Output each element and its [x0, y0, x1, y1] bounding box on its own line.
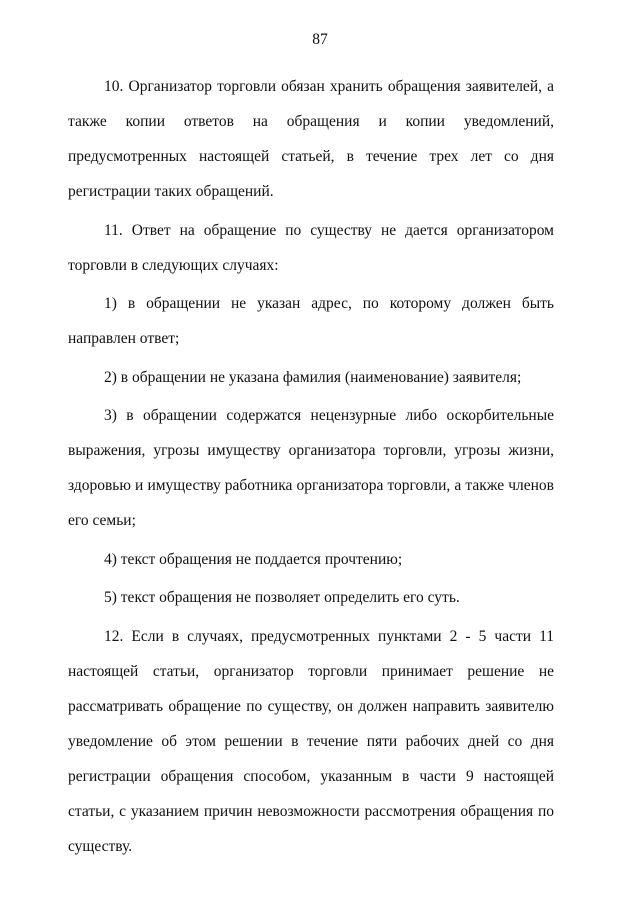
document-body	[68, 69, 554, 867]
list-item-2: 2) в обращении не указана фамилия (наименование) заявителя;	[104, 368, 522, 386]
paragraph-10: 10. Организатор торговли обязан хранить обращения заявителей, а также копии ответов на обращения и копии уведомлений, предусмотренных настоящей статьей, в течение трех лет со дня регистрации таких обращений.	[68, 78, 554, 200]
page-number: 87	[312, 31, 328, 48]
list-item-1: 1) в обращении не указан адрес, по которому должен быть направлен ответ;	[68, 295, 554, 347]
paragraph-11: 11. Ответ на обращение по существу не дается организатором торговли в следующих случаях:	[68, 221, 554, 274]
list-item-3: 3) в обращении содержатся нецензурные либо оскорбительные выражения, угрозы имуществу организатора торговли, угрозы жизни, здоровью и имуществу работника организатора торговли, а также членов его семьи;	[68, 407, 554, 529]
list-item-5: 5) текст обращения не позволяет определить его суть.	[104, 589, 460, 606]
list-item-4: 4) текст обращения не поддается прочтению;	[104, 550, 403, 568]
paragraph-12: 12. Если в случаях, предусмотренных пунктами 2 - 5 части 11 настоящей статьи, организатор торговли принимает решение не рассматривать обращение по существу, он должен направить заявителю уведомление об этом решении в течение пяти рабочих дней со дня регистрации обращения способом, указанным в части 9 настоящей статьи, с указанием причин невозможности рассмотрения обращения по существу.	[68, 627, 554, 855]
